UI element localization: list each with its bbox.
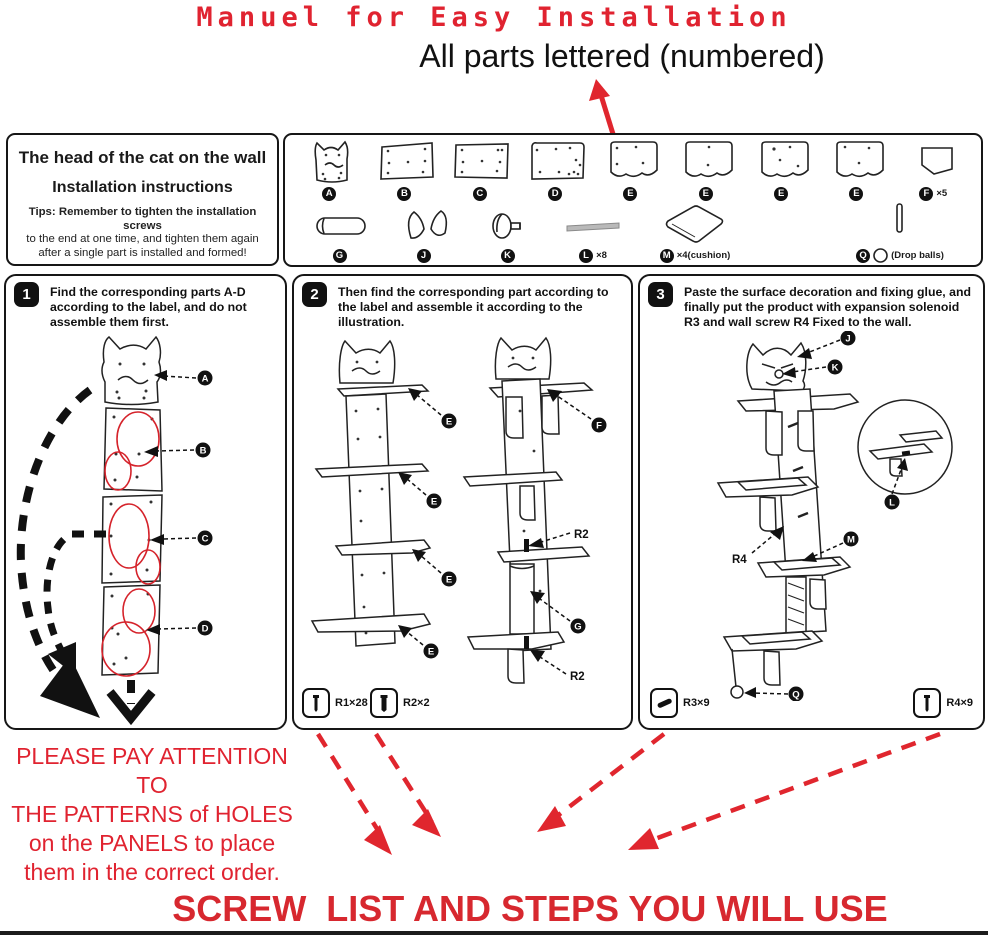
part-l (551, 206, 635, 263)
label-q-callout (744, 687, 804, 702)
part-letter-badge: K (501, 249, 515, 263)
part-m (635, 202, 755, 263)
red-dashed-arrow-r1 (318, 734, 392, 855)
part-letter-badge: J (417, 249, 431, 263)
part-e3 (745, 138, 820, 201)
order-arrow-inner (47, 534, 106, 676)
footer-title: SCREW LIST AND STEPS YOU WILL USE (172, 888, 888, 929)
order-arrow-outer (21, 390, 100, 718)
panel-icon (526, 138, 588, 184)
svg-text:K: K (831, 362, 839, 374)
cat-head-panel-icon (307, 138, 355, 184)
label-e4-callout (398, 625, 439, 659)
label-e1-callout (408, 388, 457, 429)
screw-count-label: R1×28 (335, 697, 368, 709)
parts-row-2 (285, 201, 981, 263)
screw-icon (370, 688, 398, 718)
step-1-box (4, 274, 287, 730)
part-b (368, 138, 443, 201)
shelf-panel-icon (678, 138, 736, 184)
step-2-text: Then find the corresponding part according to the label and assemble it according to the illustration. (338, 285, 609, 329)
part-letter-badge: E (774, 187, 788, 201)
red-dashed-arrows (0, 728, 988, 893)
part-letter-badge: F (919, 187, 933, 201)
part-letter-badge: B (397, 187, 411, 201)
part-f (896, 138, 971, 201)
installation-instructions-box (6, 133, 279, 266)
part-g (299, 206, 383, 263)
warning-line: THE PATTERNS of HOLES (11, 801, 293, 827)
cushion-icon (659, 202, 731, 246)
cylinder-icon (309, 206, 373, 246)
label-a-callout (154, 370, 213, 386)
trapezoid-panel-icon (906, 138, 960, 184)
part-a (293, 138, 368, 201)
screw-count-label: R4×9 (946, 697, 973, 709)
shelf-panel-icon (754, 138, 812, 184)
parts-row-1 (285, 135, 981, 201)
svg-text:E: E (445, 416, 453, 428)
svg-text:G: G (574, 621, 582, 633)
part-letter-badge: E (623, 187, 637, 201)
screw-icon (913, 688, 941, 718)
svg-text:C: C (201, 533, 209, 545)
detail-zoom-circle (858, 400, 952, 494)
drop-ball-icon (880, 202, 920, 246)
screw-icon (302, 688, 330, 718)
step-2-diagram (294, 331, 633, 691)
part-qty: (Drop balls) (891, 250, 944, 261)
rod-icon (561, 206, 625, 246)
svg-text:J: J (845, 333, 851, 345)
info-subheading: Installation instructions (52, 179, 233, 196)
screw-count-label: R2×2 (403, 697, 430, 709)
screw-chip-r4 (913, 688, 973, 718)
screw-chip-r1 (302, 688, 368, 718)
warning-line: on the PANELS to place (28, 830, 276, 856)
order-arrow-down (110, 680, 152, 718)
part-qty: ×4(cushion) (676, 250, 731, 261)
knob-screw-icon (477, 206, 541, 246)
screw-chip-r3 (650, 688, 710, 718)
tips-line-3: after a single part is installed and formed! (38, 246, 247, 259)
label-j-callout (797, 331, 856, 359)
part-letter-badge: E (849, 187, 863, 201)
bottom-border-bar (0, 931, 988, 935)
step-3-box (638, 274, 985, 730)
ball-icon (873, 248, 888, 263)
label-e3-callout (412, 549, 457, 587)
part-e1 (594, 138, 669, 201)
step-3-diagram (640, 331, 985, 701)
part-d (519, 138, 594, 201)
part-letter-badge: A (322, 187, 336, 201)
part-q (845, 202, 955, 263)
step-2-box (292, 274, 633, 730)
tips-line-2: to the end at one time, and tighten them again (26, 233, 259, 245)
svg-text:Q: Q (792, 689, 800, 701)
svg-text:E: E (427, 646, 435, 658)
part-j (383, 206, 467, 263)
part-e4 (820, 138, 895, 201)
info-heading: The head of the cat on the wall (18, 148, 267, 167)
step-1-diagram (6, 328, 287, 728)
part-letter-badge: G (333, 249, 347, 263)
part-qty: ×8 (596, 250, 607, 261)
step-2-badge: 2 (302, 282, 327, 307)
part-e2 (670, 138, 745, 201)
panel-icon (375, 138, 437, 184)
tips-line-bold: Tips: Remember to tighten the installation screws (28, 206, 257, 232)
red-dashed-arrow-r3 (537, 734, 664, 832)
svg-text:L: L (889, 497, 895, 509)
svg-text:R2: R2 (574, 529, 589, 541)
svg-text:R4: R4 (732, 554, 747, 566)
step-1-badge: 1 (14, 282, 39, 307)
part-letter-badge: D (548, 187, 562, 201)
shelf-panel-icon (603, 138, 661, 184)
panel-icon (450, 138, 512, 184)
part-letter-badge: E (699, 187, 713, 201)
step-1-text: Find the corresponding parts A-D according to the label, and do not assemble them first. (50, 285, 247, 329)
assembled-tree-drawing (718, 343, 858, 698)
cat-ears-icon (393, 206, 457, 246)
svg-text:D: D (201, 623, 209, 635)
part-letter-badge: C (473, 187, 487, 201)
step-3-badge: 3 (648, 282, 673, 307)
svg-text:A: A (201, 373, 209, 385)
warning-line: them in the correct order. (24, 859, 280, 885)
svg-text:M: M (847, 534, 855, 546)
step-3-text: Paste the surface decoration and fixing glue, and finally put the product with expansion solenoid R3 and wall screw R4 Fixed to the wall. (684, 285, 971, 329)
svg-text:B: B (199, 445, 207, 457)
panel-a-drawing (102, 337, 161, 405)
label-r4-callout (732, 526, 784, 566)
svg-text:E: E (445, 574, 453, 586)
part-c (444, 138, 519, 201)
red-dashed-arrow-r4 (628, 734, 940, 850)
parts-list-box (283, 133, 983, 267)
svg-text:E: E (430, 496, 438, 508)
red-up-arrow-icon (586, 78, 634, 136)
part-letter-badge: M (660, 249, 674, 263)
warning-line: PLEASE PAY ATTENTION TO (16, 743, 288, 798)
page-subtitle: All parts lettered (numbered) (419, 38, 825, 74)
screw-count-label: R3×9 (683, 697, 710, 709)
red-dashed-arrow-r2 (376, 734, 441, 837)
screw-chip-r2 (370, 688, 430, 718)
label-e2-callout (398, 472, 442, 509)
expansion-bolt-icon (650, 688, 678, 718)
part-letter-badge: Q (856, 249, 870, 263)
part-letter-badge: L (579, 249, 593, 263)
svg-text:R2: R2 (570, 671, 585, 683)
part-k (467, 206, 551, 263)
part-qty: ×5 (936, 188, 948, 199)
svg-text:F: F (596, 420, 602, 432)
tree-left-drawing (312, 341, 430, 646)
page-title: Manuel for Easy Installation (196, 2, 792, 33)
shelf-panel-icon (829, 138, 887, 184)
